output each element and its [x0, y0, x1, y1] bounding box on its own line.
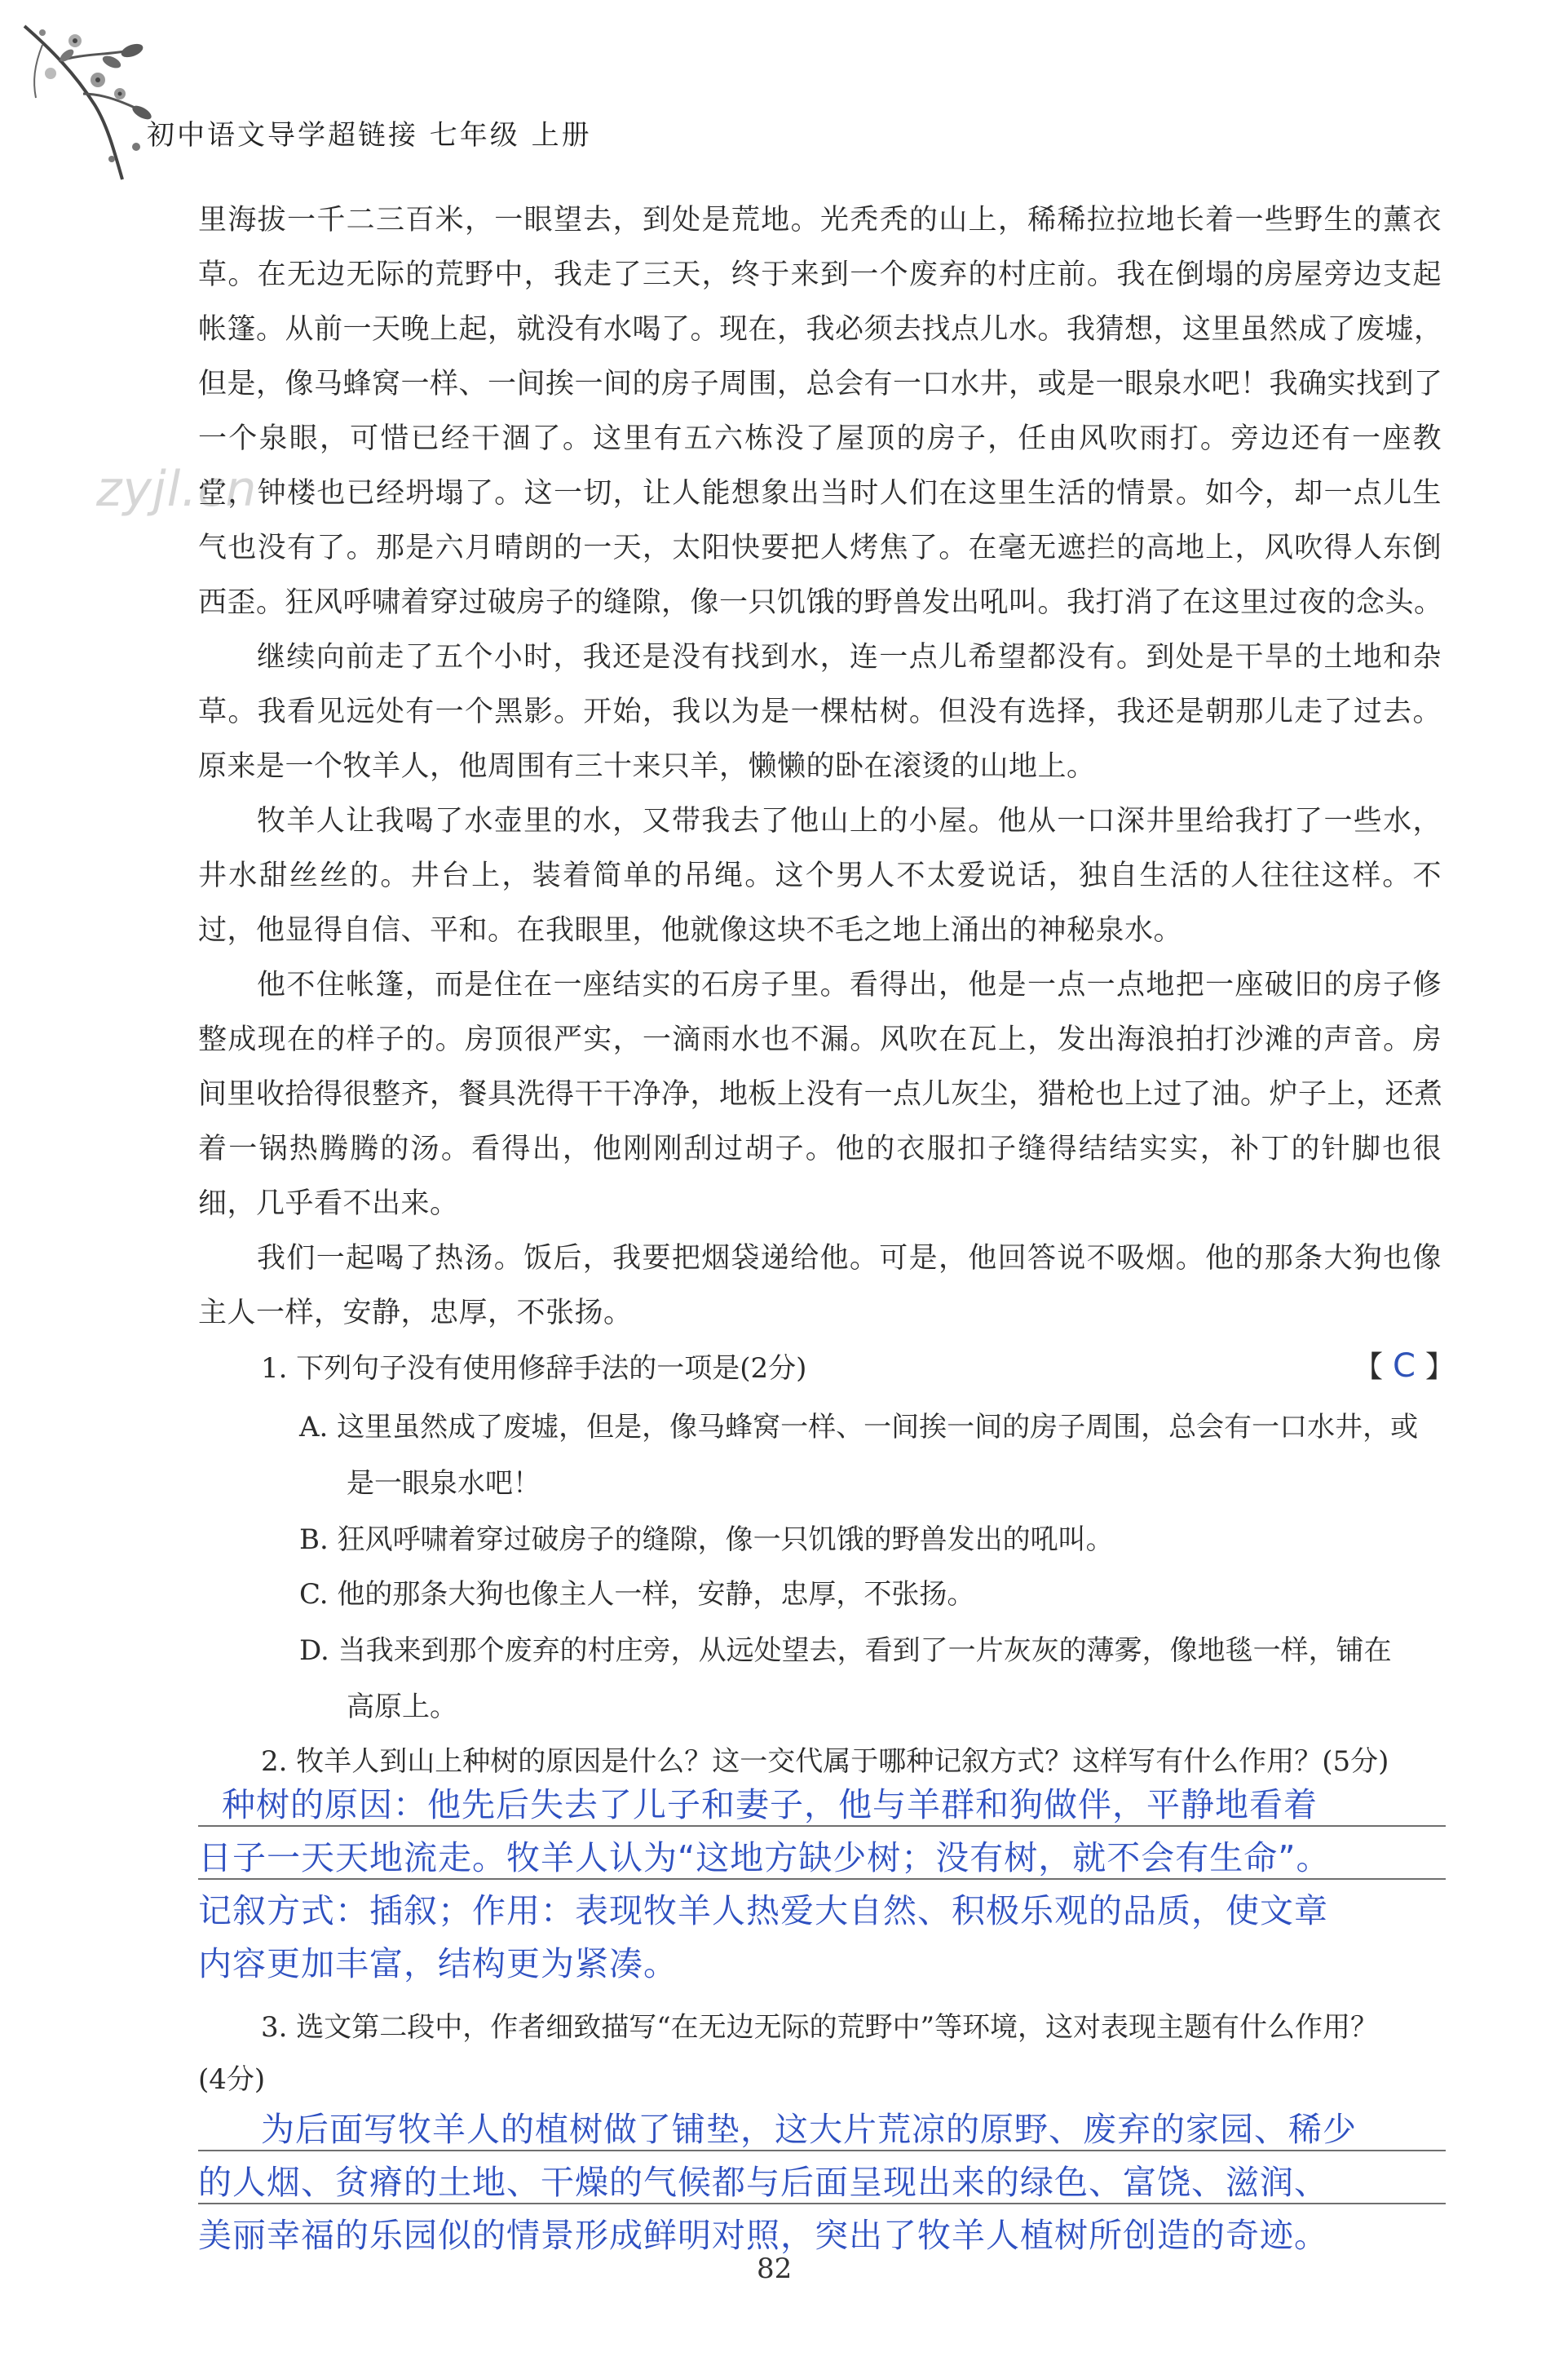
passage-line: 帐篷。从前一天晚上起，就没有水喝了。现在，我必须去找点儿水。我猜想，这里虽然成了废墟， — [198, 313, 1443, 346]
passage-line: 着一锅热腾腾的汤。看得出，他刚刚刮过胡子。他的衣服扣子缝得结结实实，补丁的针脚也很 — [198, 1133, 1442, 1165]
passage-line: 西歪。狂风呼啸着穿过破房子的缝隙，像一只饥饿的野兽发出吼叫。我打消了在这里过夜的念头。 — [198, 586, 1443, 619]
option-d: D. 当我来到那个废弃的村庄旁，从远处望去，看到了一片灰灰的薄雾，像地毯一样，铺在 — [299, 1634, 1392, 1667]
question-2-answer-line: 记叙方式：插叙；作用：表现牧羊人热爱大自然、积极乐观的品质，使文章 — [198, 1891, 1328, 1930]
bracket-open: 【 — [1354, 1351, 1384, 1384]
passage-line: 细，几乎看不出来。 — [198, 1187, 459, 1220]
passage-line: 原来是一个牧羊人，他周围有三十来只羊，懒懒的卧在滚烫的山地上。 — [198, 750, 1096, 783]
passage-line: 他不住帐篷，而是住在一座结实的石房子里。看得出，他是一点一点地把一座破旧的房子修 — [257, 969, 1442, 1001]
passage-line: 继续向前走了五个小时，我还是没有找到水，连一点儿希望都没有。到处是干旱的土地和杂 — [257, 641, 1442, 674]
passage-line: 过，他显得自信、平和。在我眼里，他就像这块不毛之地上涌出的神秘泉水。 — [198, 914, 1183, 947]
question-3-answer-line: 美丽幸福的乐园似的情景形成鲜明对照，突出了牧羊人植树所创造的奇迹。 — [198, 2216, 1328, 2255]
header-title: 初中语文导学超链接 七年级 上册 — [147, 119, 592, 152]
passage-line: 主人一样，安静，忠厚，不张扬。 — [198, 1297, 633, 1329]
passage-line: 井水甜丝丝的。井台上，装着简单的吊绳。这个男人不太爱说话，独自生活的人往往这样。不 — [198, 860, 1442, 892]
page-number: 82 — [757, 2252, 793, 2285]
question-2-answer-line: 种树的原因：他先后失去了儿子和妻子，他与羊群和狗做伴，平静地看着 — [222, 1785, 1318, 1824]
question-2-answer-line: 内容更加丰富，结构更为紧凑。 — [198, 1944, 678, 1983]
option-b: B. 狂风呼啸着穿过破房子的缝隙，像一只饥饿的野兽发出的吼叫。 — [299, 1523, 1114, 1556]
watermark: zyjl.cn — [96, 461, 258, 518]
passage-line: 草。在无边无际的荒野中，我走了三天，终于来到一个废弃的村庄前。我在倒塌的房屋旁边支起 — [198, 259, 1442, 291]
answer-rule — [198, 2150, 1446, 2151]
question-1-stem: 1. 下列句子没有使用修辞手法的一项是(2分) — [261, 1352, 807, 1385]
plum-blossom-decoration-icon — [18, 16, 157, 192]
passage-line: 间里收拾得很整齐，餐具洗得干干净净，地板上没有一点儿灰尘，猎枪也上过了油。炉子上，还煮 — [198, 1078, 1443, 1111]
passage-line: 整成现在的样子的。房顶很严实，一滴雨水也不漏。风吹在瓦上，发出海浪拍打沙滩的声音。房 — [198, 1023, 1442, 1056]
passage-line: 里海拔一千二三百米，一眼望去，到处是荒地。光秃秃的山上，稀稀拉拉地长着一些野生的薰衣 — [198, 204, 1442, 237]
passage-line: 草。我看见远处有一个黑影。开始，我以为是一棵枯树。但没有选择，我还是朝那儿走了过去。 — [198, 696, 1442, 728]
answer-rule — [198, 2203, 1446, 2204]
question-3-answer-line: 的人烟、贫瘠的土地、干燥的气候都与后面呈现出来的绿色、富饶、滋润、 — [198, 2163, 1328, 2202]
option-a-continued: 是一眼泉水吧！ — [347, 1467, 541, 1500]
passage-line: 一个泉眼，可惜已经干涸了。这里有五六栋没了屋顶的房子，任由风吹雨打。旁边还有一座教 — [198, 422, 1442, 455]
question-3-points: (4分) — [198, 2063, 266, 2096]
question-1-answer-bracket — [1354, 1344, 1455, 1386]
option-a: A. 这里虽然成了废墟，但是，像马蜂窝一样、一间挨一间的房子周围，总会有一口水井，或 — [299, 1411, 1419, 1443]
answer-rule — [198, 1825, 1446, 1827]
option-c: C. 他的那条大狗也像主人一样，安静，忠厚，不张扬。 — [299, 1578, 975, 1611]
question-2-stem: 2. 牧羊人到山上种树的原因是什么？这一交代属于哪种记叙方式？这样写有什么作用？(5分) — [261, 1745, 1389, 1778]
passage-line: 但是，像马蜂窝一样、一间挨一间的房子周围，总会有一口水井，或是一眼泉水吧！我确实找到了 — [198, 368, 1443, 400]
passage-line: 气也没有了。那是六月晴朗的一天，太阳快要把人烤焦了。在毫无遮拦的高地上，风吹得人东倒 — [198, 532, 1442, 564]
question-2-answer-line: 日子一天天地流走。牧羊人认为“这地方缺少树；没有树，就不会有生命”。 — [198, 1838, 1331, 1877]
passage-line: 牧羊人让我喝了水壶里的水，又带我去了他山上的小屋。他从一口深井里给我打了一些水， — [257, 805, 1442, 838]
question-3-answer-line: 为后面写牧羊人的植树做了铺垫，这大片荒凉的原野、废弃的家园、稀少 — [261, 2110, 1357, 2149]
passage-line: 堂，钟楼也已经坍塌了。这一切，让人能想象出当时人们在这里生活的情景。如今，却一点儿生 — [198, 477, 1442, 510]
question-3-stem: 3. 选文第二段中，作者细致描写“在无边无际的荒野中”等环境，这对表现主题有什么作用？ — [261, 2011, 1379, 2044]
question-1-answer: C — [1393, 1347, 1416, 1385]
option-d-continued: 高原上。 — [347, 1691, 457, 1723]
answer-rule — [198, 1878, 1446, 1880]
passage-line: 我们一起喝了热汤。饭后，我要把烟袋递给他。可是，他回答说不吸烟。他的那条大狗也像 — [257, 1242, 1442, 1275]
bracket-close: 】 — [1424, 1351, 1455, 1384]
